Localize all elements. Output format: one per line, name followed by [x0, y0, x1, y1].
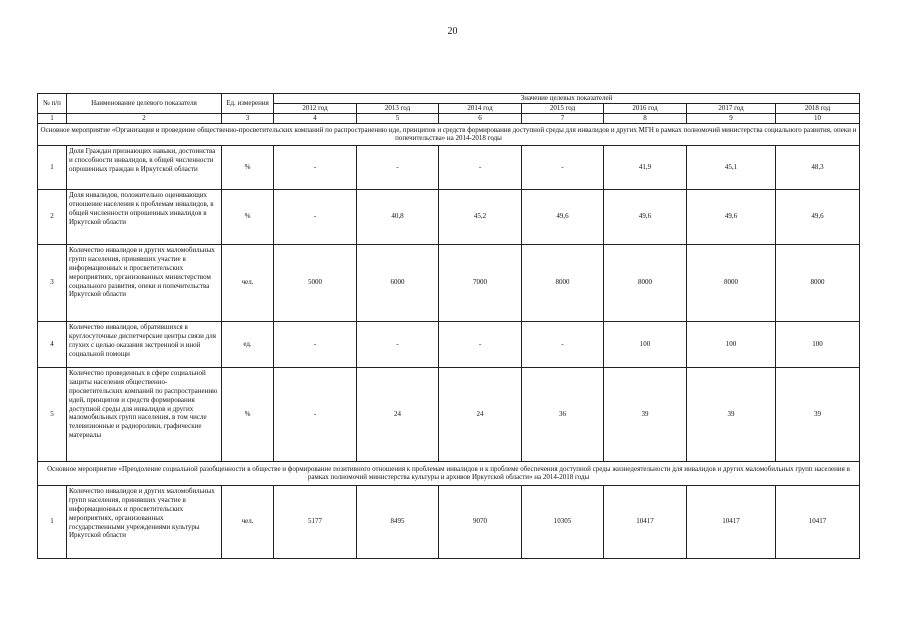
header-year: 2012 год — [274, 104, 357, 114]
column-number: 7 — [522, 114, 604, 124]
value-cell: - — [274, 367, 357, 461]
value-cell: 39 — [604, 367, 687, 461]
table-row — [38, 485, 860, 558]
value-cell: 100 — [687, 321, 776, 367]
header-year: 2017 год — [687, 104, 776, 114]
value-cell: - — [439, 321, 522, 367]
value-cell: 49,6 — [687, 189, 776, 244]
unit-cell: чел. — [222, 244, 274, 321]
value-cell: - — [274, 189, 357, 244]
row-number: 5 — [38, 367, 67, 461]
section-2-heading-row — [38, 461, 860, 485]
table-row — [38, 367, 860, 461]
column-number: 1 — [38, 114, 67, 124]
value-cell: 39 — [776, 367, 860, 461]
value-cell: 8495 — [357, 485, 439, 558]
value-cell: 49,6 — [604, 189, 687, 244]
indicator-name: Доля инвалидов, положительно оценивающих отношение населения к проблемам инвалидов, в общей численности опрошенных инвалидов в Иркутской области — [67, 189, 222, 244]
value-cell: 10417 — [687, 485, 776, 558]
value-cell: 10417 — [604, 485, 687, 558]
indicator-name: Количество инвалидов и других маломобильных групп населения, принявших участие в информационных и просветительских мероприятиях, организованных государственными учреждениями культуры Иркутской области — [67, 485, 222, 558]
value-cell: 10305 — [522, 485, 604, 558]
column-number: 2 — [67, 114, 222, 124]
indicators-table — [37, 93, 860, 559]
value-cell: 6000 — [357, 244, 439, 321]
value-cell: - — [522, 145, 604, 189]
value-cell: 40,8 — [357, 189, 439, 244]
section-1-heading-row — [38, 123, 860, 145]
header-col-name: Наименование целевого показателя — [67, 94, 222, 114]
section-2-title: Основное мероприятие «Преодоление социальной разобщенности в обществе и формирование позитивного отношения к проблемам инвалидов и к проблеме обеспечения доступной среды жизнедеятельности для инвалидов и других маломобильных групп населения в рамках полномочий министерства культуры и архивов Иркутской области» на 2014-2018 годы — [38, 461, 860, 485]
unit-cell: ед. — [222, 321, 274, 367]
value-cell: 48,3 — [776, 145, 860, 189]
unit-cell: чел. — [222, 485, 274, 558]
row-number: 1 — [38, 485, 67, 558]
value-cell: 100 — [604, 321, 687, 367]
value-cell: - — [439, 145, 522, 189]
value-cell: 10417 — [776, 485, 860, 558]
column-number: 5 — [357, 114, 439, 124]
unit-cell: % — [222, 367, 274, 461]
column-number: 6 — [439, 114, 522, 124]
value-cell: 36 — [522, 367, 604, 461]
header-year: 2018 год — [776, 104, 860, 114]
header-year: 2013 год — [357, 104, 439, 114]
header-col-num: № п/п — [38, 94, 67, 114]
value-cell: 5000 — [274, 244, 357, 321]
page-number: 20 — [447, 26, 458, 37]
header-year: 2016 год — [604, 104, 687, 114]
value-cell: 39 — [687, 367, 776, 461]
value-cell: 49,6 — [776, 189, 860, 244]
row-number: 4 — [38, 321, 67, 367]
header-col-values: Значение целевых показателей — [274, 94, 860, 104]
value-cell: 7000 — [439, 244, 522, 321]
value-cell: - — [274, 321, 357, 367]
header-year: 2014 год — [439, 104, 522, 114]
column-number: 10 — [776, 114, 860, 124]
row-number: 2 — [38, 189, 67, 244]
table-row — [38, 189, 860, 244]
value-cell: - — [274, 145, 357, 189]
value-cell: - — [522, 321, 604, 367]
table-row — [38, 244, 860, 321]
table-row — [38, 321, 860, 367]
value-cell: - — [357, 321, 439, 367]
indicator-name: Количество инвалидов и других маломобильных групп населения, принявших участие в информационных и просветительских мероприятиях, организованных министерством социального развития, опеки и попечительства Иркутской области — [67, 244, 222, 321]
value-cell: 5177 — [274, 485, 357, 558]
row-number: 1 — [38, 145, 67, 189]
row-number: 3 — [38, 244, 67, 321]
header-col-unit: Ед. измерения — [222, 94, 274, 114]
column-number: 3 — [222, 114, 274, 124]
value-cell: 49,6 — [522, 189, 604, 244]
section-1-title: Основное мероприятие «Организация и проведение общественно-просветительских компаний по распространению иде, принципов и средств формирования доступной среды для инвалидов и других МГН в рамках полномочий министерства социального развития, опеки и попечительства» на 2014-2018 годы — [38, 123, 860, 145]
value-cell: 100 — [776, 321, 860, 367]
table-row — [38, 145, 860, 189]
value-cell: - — [357, 145, 439, 189]
column-number: 4 — [274, 114, 357, 124]
value-cell: 8000 — [522, 244, 604, 321]
indicator-name: Количество проведенных в сфере социальной защиты населения общественно-просветительских компаний по распространению идей, принципов и средств формирования доступной среды для инвалидов и других маломобильных групп населения, в том числе телевизионные и радиоролики, графические материалы — [67, 367, 222, 461]
header-numbering-row — [38, 114, 860, 124]
unit-cell: % — [222, 189, 274, 244]
value-cell: 24 — [439, 367, 522, 461]
header-row-top — [38, 94, 860, 104]
value-cell: 8000 — [776, 244, 860, 321]
value-cell: 9070 — [439, 485, 522, 558]
indicator-name: Доля Граждан признающих навыки, достоинства и способности инвалидов, в общей численности опрошенных граждан в Иркутской области — [67, 145, 222, 189]
value-cell: 45,1 — [687, 145, 776, 189]
value-cell: 41,9 — [604, 145, 687, 189]
indicator-name: Количество инвалидов, обратившихся в круглосуточные диспетчерские центры связи для глухих с целью оказания экстренной и иной социальной помощи — [67, 321, 222, 367]
value-cell: 45,2 — [439, 189, 522, 244]
value-cell: 8000 — [687, 244, 776, 321]
column-number: 8 — [604, 114, 687, 124]
value-cell: 24 — [357, 367, 439, 461]
header-year: 2015 год — [522, 104, 604, 114]
column-number: 9 — [687, 114, 776, 124]
value-cell: 8000 — [604, 244, 687, 321]
unit-cell: % — [222, 145, 274, 189]
